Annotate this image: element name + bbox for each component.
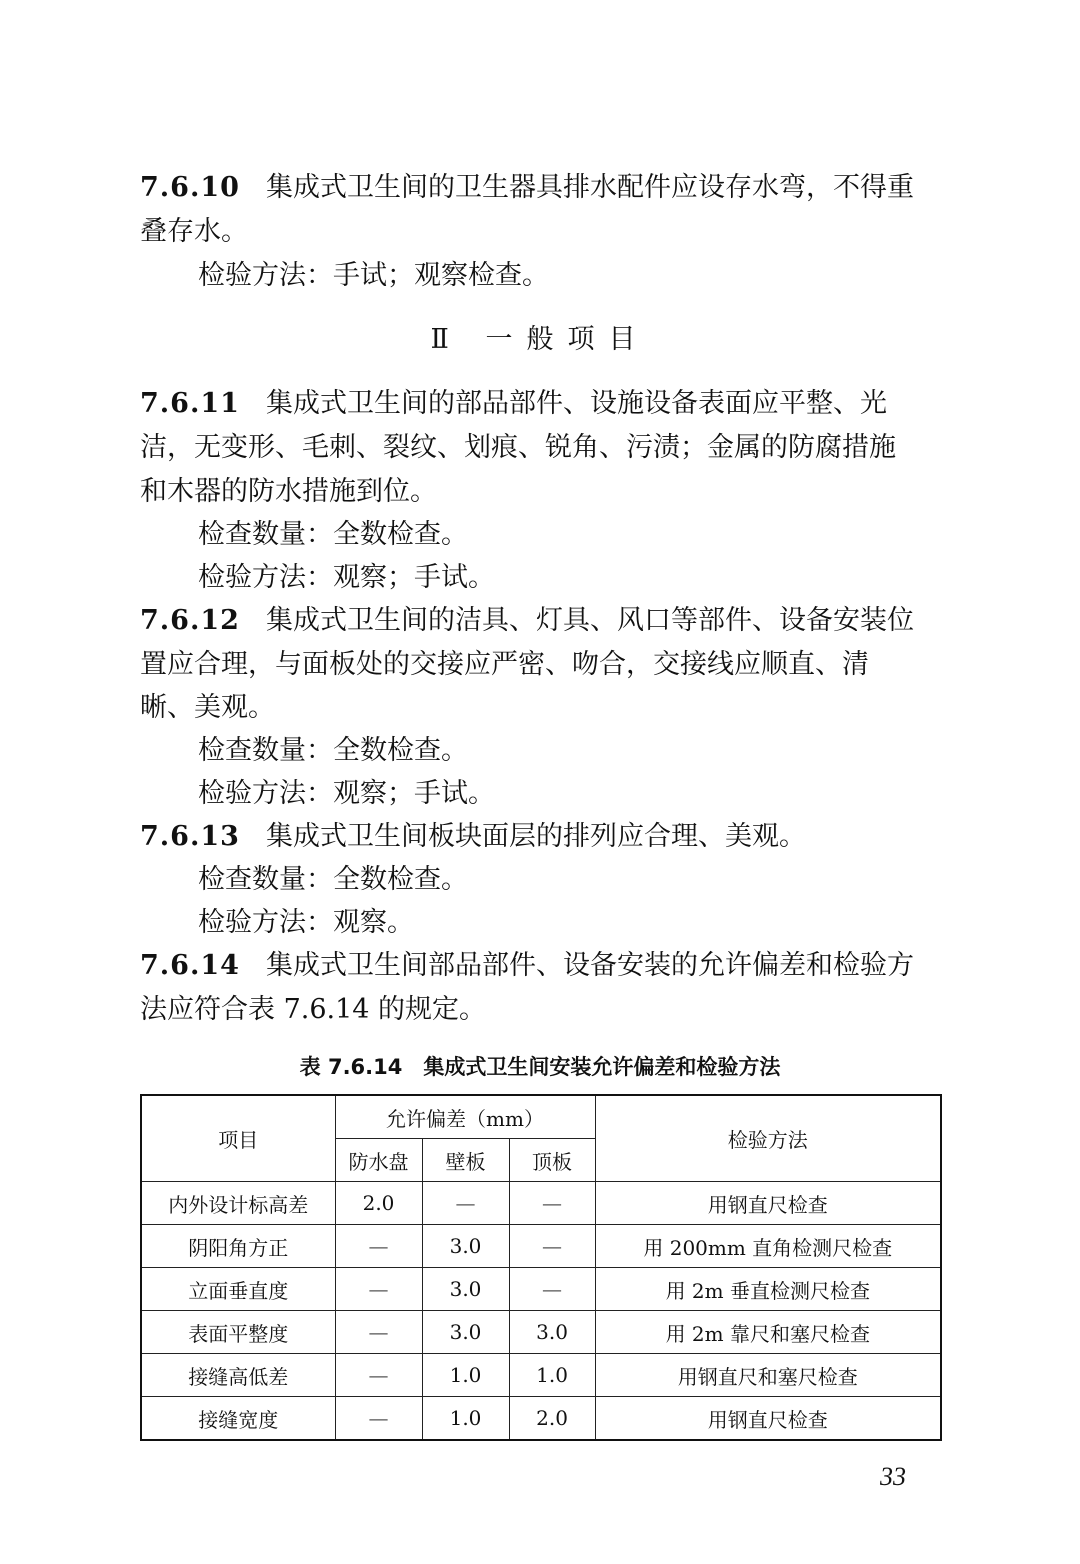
clause-7-6-10-method: 检验方法：手试；观察检查。 [198,260,549,291]
clause-number: 7.6.11 [140,388,240,419]
header-item: 项目 [141,1095,335,1182]
cell-ceiling: 1.0 [509,1354,595,1397]
cell-method: 用 2m 靠尺和塞尺检查 [595,1311,941,1354]
cell-item: 内外设计标高差 [141,1182,335,1225]
cell-item: 表面平整度 [141,1311,335,1354]
table-row [141,1225,941,1268]
clause-text: 集成式卫生间板块面层的排列应合理、美观。 [265,821,806,852]
clause-7-6-11-line-1 [140,382,940,426]
clause-7-6-11-quantity: 检查数量：全数检查。 [198,519,468,550]
clause-7-6-13-method: 检验方法：观察。 [198,907,414,938]
table-row [141,1182,941,1225]
cell-ceiling: 3.0 [509,1311,595,1354]
clause-7-6-13-quantity: 检查数量：全数检查。 [198,864,468,895]
cell-item: 接缝高低差 [141,1354,335,1397]
clause-7-6-10-line-2: 叠存水。 [140,216,248,247]
cell-tray: 2.0 [335,1182,422,1225]
cell-method: 用 2m 垂直检测尺检查 [595,1268,941,1311]
cell-ceiling: — [509,1182,595,1225]
cell-tray: — [335,1354,422,1397]
cell-tray: — [335,1225,422,1268]
clause-7-6-14-line-1 [140,944,940,988]
cell-method: 用 200mm 直角检测尺检查 [595,1225,941,1268]
header-tolerance: 允许偏差（mm） [335,1095,595,1139]
cell-tray: — [335,1268,422,1311]
clause-7-6-11-line-3: 和木器的防水措施到位。 [140,476,437,507]
table-row [141,1311,941,1354]
clause-7-6-12-line-3: 晰、美观。 [140,692,275,723]
clause-7-6-12-line-2: 置应合理，与面板处的交接应严密、吻合，交接线应顺直、清 [140,649,869,680]
tolerance-table [140,1094,942,1441]
clause-number: 7.6.10 [140,172,240,203]
clause-7-6-12-quantity: 检查数量：全数检查。 [198,735,468,766]
cell-wall: 3.0 [422,1225,509,1268]
cell-item: 立面垂直度 [141,1268,335,1311]
cell-item: 接缝宽度 [141,1397,335,1441]
clause-number: 7.6.14 [140,950,240,981]
section-heading: Ⅱ 一般项目 [430,324,650,355]
header-ceiling: 顶板 [509,1139,595,1182]
cell-wall: 3.0 [422,1268,509,1311]
clause-7-6-11-line-2: 洁，无变形、毛刺、裂纹、划痕、锐角、污渍；金属的防腐措施 [140,432,896,463]
clause-7-6-10-line-1 [140,166,940,210]
page-number: 33 [880,1462,906,1491]
cell-wall: — [422,1182,509,1225]
cell-ceiling: — [509,1268,595,1311]
clause-7-6-12-line-1 [140,599,940,643]
clause-text: 集成式卫生间部品部件、设备安装的允许偏差和检验方 [265,950,914,981]
cell-item: 阴阳角方正 [141,1225,335,1268]
cell-wall: 1.0 [422,1397,509,1441]
clause-7-6-11-method: 检验方法：观察；手试。 [198,562,495,593]
header-wall: 壁板 [422,1139,509,1182]
cell-ceiling: — [509,1225,595,1268]
clause-7-6-12-method: 检验方法：观察；手试。 [198,778,495,809]
clause-text: 集成式卫生间的卫生器具排水配件应设存水弯，不得重 [265,172,914,203]
header-tray: 防水盘 [335,1139,422,1182]
cell-tray: — [335,1397,422,1441]
cell-wall: 1.0 [422,1354,509,1397]
clause-number: 7.6.12 [140,605,240,636]
cell-method: 用钢直尺检查 [595,1397,941,1441]
cell-method: 用钢直尺检查 [595,1182,941,1225]
cell-tray: — [335,1311,422,1354]
clause-7-6-13-line-1 [140,815,940,859]
header-method: 检验方法 [595,1095,941,1182]
clause-7-6-14-line-2: 法应符合表 7.6.14 的规定。 [140,994,487,1025]
clause-text: 集成式卫生间的部品部件、设施设备表面应平整、光 [265,388,887,419]
clause-text: 集成式卫生间的洁具、灯具、风口等部件、设备安装位 [265,605,914,636]
table-caption: 表 7.6.14 集成式卫生间安装允许偏差和检验方法 [299,1055,781,1079]
clause-number: 7.6.13 [140,821,240,852]
table-row [141,1354,941,1397]
cell-ceiling: 2.0 [509,1397,595,1441]
table-row [141,1397,941,1441]
table-row [141,1268,941,1311]
cell-method: 用钢直尺和塞尺检查 [595,1354,941,1397]
cell-wall: 3.0 [422,1311,509,1354]
